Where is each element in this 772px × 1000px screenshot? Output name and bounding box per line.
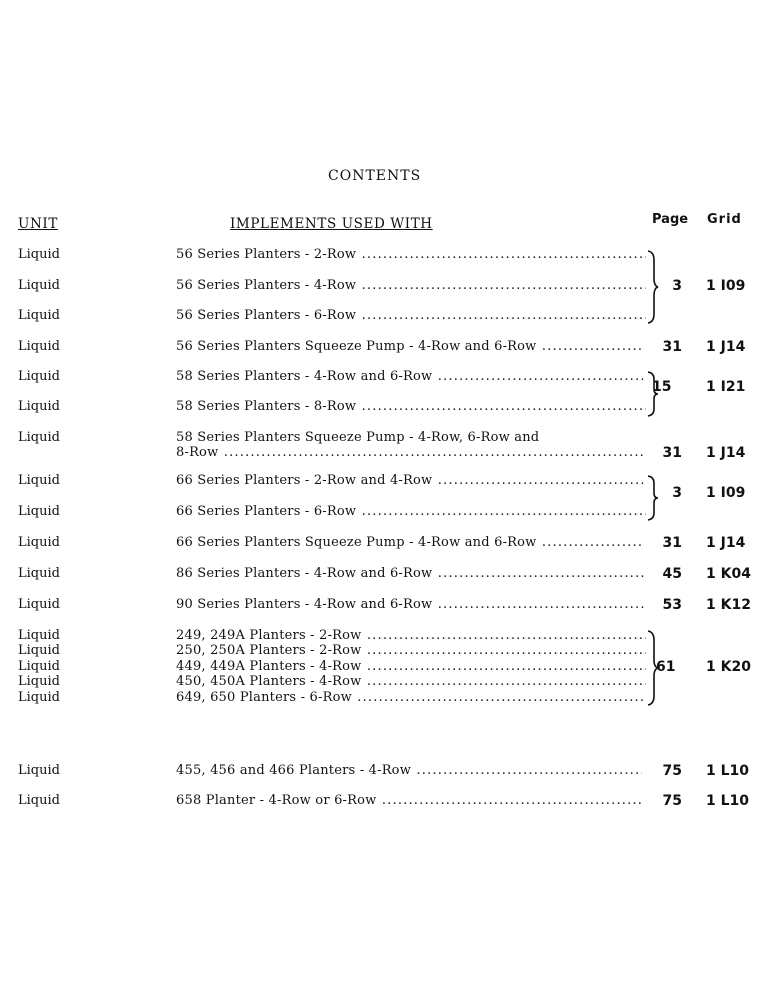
page-number: 61 <box>656 659 676 675</box>
unit-cell: Liquid <box>18 308 60 323</box>
unit-cell: Liquid <box>18 690 60 705</box>
implement-cell: 649, 650 Planters - 6-Row ..... <box>176 690 646 705</box>
implement-cell: 249, 249A Planters - 2-Row ..... <box>176 628 646 643</box>
unit-cell: Liquid <box>18 566 60 581</box>
implement-cell: 450, 450A Planters - 4-Row ..... <box>176 674 646 689</box>
implement-cell: 58 Series Planters - 8-Row ..... <box>176 399 646 414</box>
implement-cell: 56 Series Planters - 6-Row ..... <box>176 308 646 323</box>
column-header-grid: Grid <box>707 212 742 227</box>
implement-cell: 250, 250A Planters - 2-Row ..... <box>176 643 646 658</box>
unit-cell: Liquid <box>18 597 60 612</box>
implement-cell: 56 Series Planters - 4-Row ..... <box>176 278 646 293</box>
page-number: 3 <box>672 278 682 294</box>
implement-cell: 66 Series Planters - 2-Row and 4-Row ..... <box>176 473 646 488</box>
grid-reference: 1 J14 <box>706 535 746 551</box>
unit-cell: Liquid <box>18 430 60 445</box>
implement-cell: 66 Series Planters - 6-Row ..... <box>176 504 646 519</box>
page-number: 3 <box>672 485 682 501</box>
page-number: 75 <box>662 763 682 779</box>
unit-cell: Liquid <box>18 278 60 293</box>
page-number: 31 <box>662 535 682 551</box>
unit-cell: Liquid <box>18 674 60 689</box>
grid-reference: 1 I21 <box>706 379 746 395</box>
page-number: 53 <box>662 597 682 613</box>
grid-reference: 1 I09 <box>706 485 746 501</box>
grid-reference: 1 J14 <box>706 339 746 355</box>
implement-cell: 58 Series Planters Squeeze Pump - 4-Row, 6-Row and <box>176 430 540 445</box>
unit-cell: Liquid <box>18 793 60 808</box>
unit-cell: Liquid <box>18 339 60 354</box>
column-header-implements: IMPLEMENTS USED WITH <box>230 216 433 232</box>
unit-cell: Liquid <box>18 535 60 550</box>
unit-cell: Liquid <box>18 628 60 643</box>
column-header-unit: UNIT <box>18 216 58 232</box>
unit-cell: Liquid <box>18 247 60 262</box>
page-number: 15 <box>652 379 672 395</box>
unit-cell: Liquid <box>18 369 60 384</box>
implement-cell-continued: 8-Row ..... <box>176 445 644 460</box>
implement-cell: 56 Series Planters Squeeze Pump - 4-Row and 6-Row ..... <box>176 339 642 354</box>
grid-reference: 1 L10 <box>706 763 750 779</box>
implement-cell: 66 Series Planters Squeeze Pump - 4-Row and 6-Row ..... <box>176 535 642 550</box>
implement-cell: 90 Series Planters - 4-Row and 6-Row ..... <box>176 597 646 612</box>
implement-cell: 658 Planter - 4-Row or 6-Row ..... <box>176 793 642 808</box>
grid-reference: 1 I09 <box>706 278 746 294</box>
grid-reference: 1 K04 <box>706 566 751 582</box>
grid-reference: 1 K12 <box>706 597 751 613</box>
page-number: 31 <box>662 445 682 461</box>
unit-cell: Liquid <box>18 399 60 414</box>
unit-cell: Liquid <box>18 763 60 778</box>
unit-cell: Liquid <box>18 643 60 658</box>
column-header-page: Page <box>652 212 689 227</box>
page-number: 75 <box>662 793 682 809</box>
unit-cell: Liquid <box>18 659 60 674</box>
unit-cell: Liquid <box>18 473 60 488</box>
implement-cell: 86 Series Planters - 4-Row and 6-Row ..... <box>176 566 646 581</box>
grid-reference: 1 K20 <box>706 659 751 675</box>
grid-reference: 1 J14 <box>706 445 746 461</box>
unit-cell: Liquid <box>18 504 60 519</box>
implement-cell: 455, 456 and 466 Planters - 4-Row ..... <box>176 763 642 778</box>
implement-cell: 56 Series Planters - 2-Row ..... <box>176 247 646 262</box>
implement-cell: 58 Series Planters - 4-Row and 6-Row ..... <box>176 369 646 384</box>
page-number: 45 <box>662 566 682 582</box>
implement-cell: 449, 449A Planters - 4-Row ..... <box>176 659 646 674</box>
page-number: 31 <box>662 339 682 355</box>
page-title: CONTENTS <box>328 168 422 184</box>
grid-reference: 1 L10 <box>706 793 750 809</box>
